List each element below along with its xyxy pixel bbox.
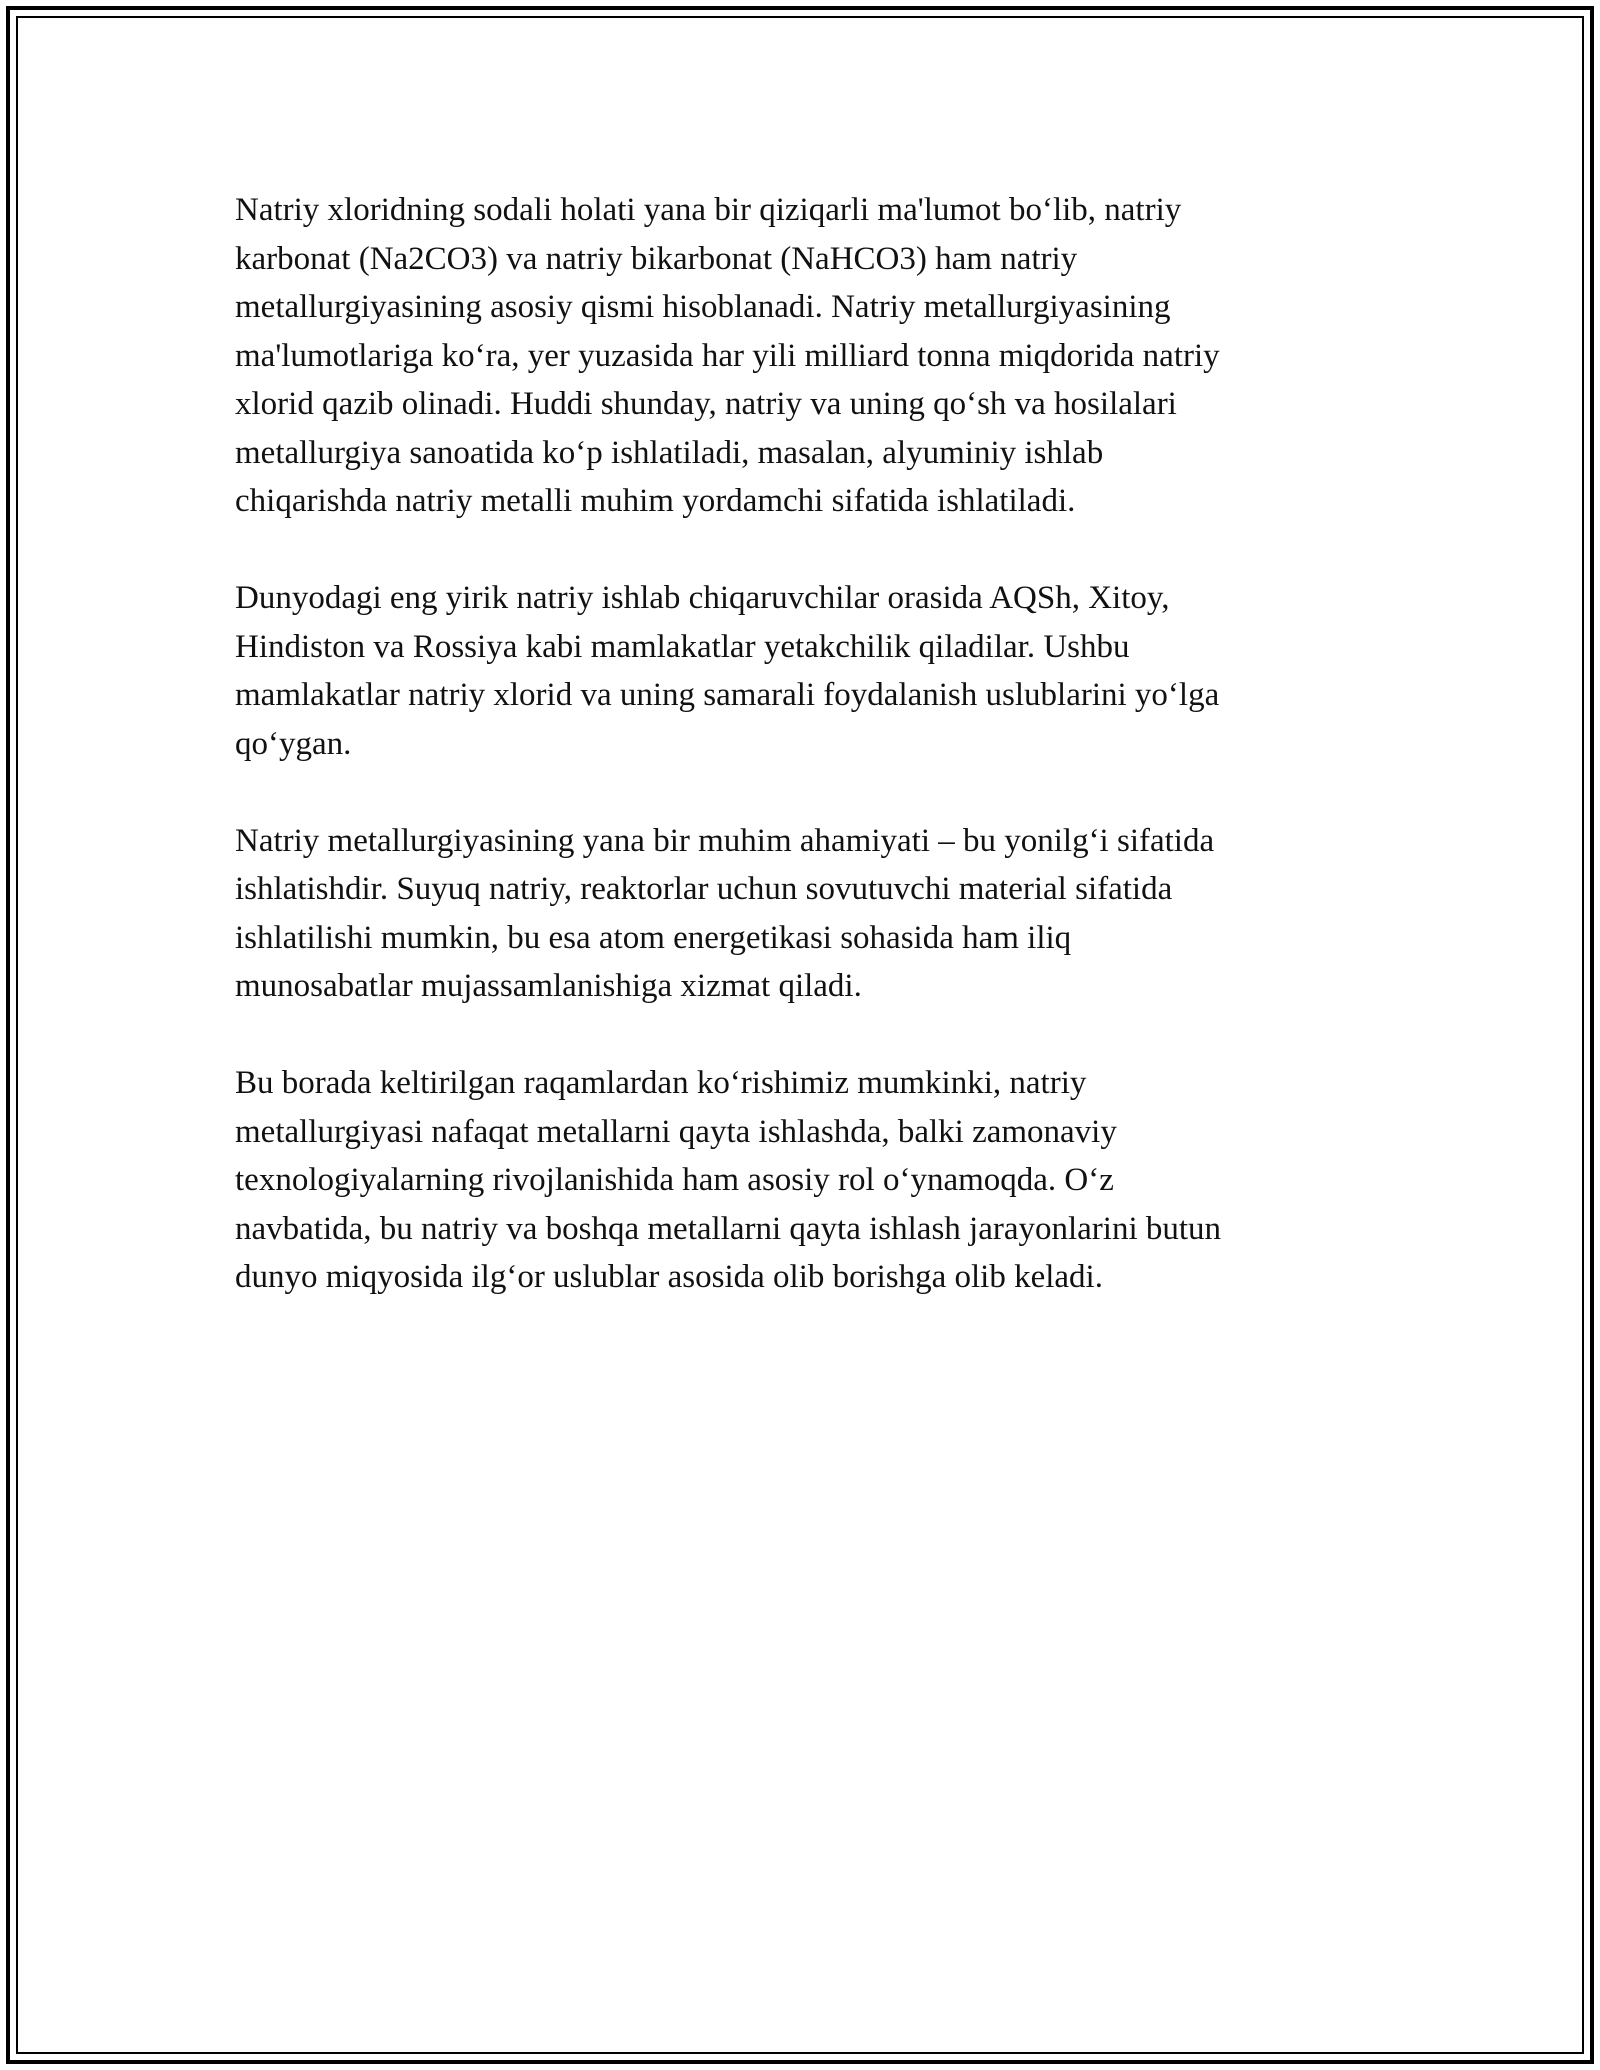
text-line: qo‘ygan. [235,725,352,762]
text-line: xlorid qazib olinadi. Huddi shunday, natriy va uning qo‘sh va hosilalari [235,386,1177,422]
text-line: Hindiston va Rossiya kabi mamlakatlar yetakchilik qiladilar. Ushbu [235,628,1130,665]
text-line: chiqarishda natriy metalli muhim yordamchi sifatida ishlatiladi. [235,483,1076,519]
text-line: ishlatishdir. Suyuq natriy, reaktorlar uchun sovutuvchi material sifatida [235,871,1173,907]
text-line: munosabatlar mujassamlanishiga xizmat qiladi. [235,968,862,1004]
text-line: dunyo miqyosida ilg‘or uslublar asosida olib borishga olib keladi. [235,1259,1103,1295]
text-line: navbatida, bu natriy va boshqa metallarni qayta ishlash jarayonlarini butun [235,1210,1222,1247]
text-line: mamlakatlar natriy xlorid va uning samarali foydalanish uslublarini yo‘lga [235,677,1220,713]
text-line: texnologiyalarning rivojlanishida ham asosiy rol o‘ynamoqda. O‘z [235,1162,1114,1198]
paragraph-2 [235,574,1370,768]
text-line: metallurgiyasining asosiy qismi hisoblanadi. Natriy metallurgiyasining [235,289,1171,325]
text-line: Bu borada keltirilgan raqamlardan ko‘rishimiz mumkinki, natriy [235,1065,1087,1101]
text-line: karbonat (Na2CO3) va natriy bikarbonat (NaHCO3) ham natriy [235,240,1078,277]
text-line: ishlatilishi mumkin, bu esa atom energetikasi sohasida ham iliq [235,919,1072,956]
paragraph-3 [235,817,1370,1011]
text-line: metallurgiya sanoatida ko‘p ishlatiladi, masalan, alyuminiy ishlab [235,434,1104,471]
text-line: Natriy xloridning sodali holati yana bir qiziqarli ma'lumot bo‘lib, natriy [235,192,1182,228]
paragraph-1 [235,186,1370,526]
text-line: Natriy metallurgiyasining yana bir muhim ahamiyati – bu yonilg‘i sifatida [235,822,1215,859]
text-line: metallurgiyasi nafaqat metallarni qayta ishlashda, balki zamonaviy [235,1113,1117,1150]
text-line: Dunyodagi eng yirik natriy ishlab chiqaruvchilar orasida AQSh, Xitoy, [235,580,1170,616]
document-body [235,186,1370,1350]
text-line: ma'lumotlariga ko‘ra, yer yuzasida har yili milliard tonna miqdorida natriy [235,337,1220,374]
paragraph-4 [235,1059,1370,1302]
